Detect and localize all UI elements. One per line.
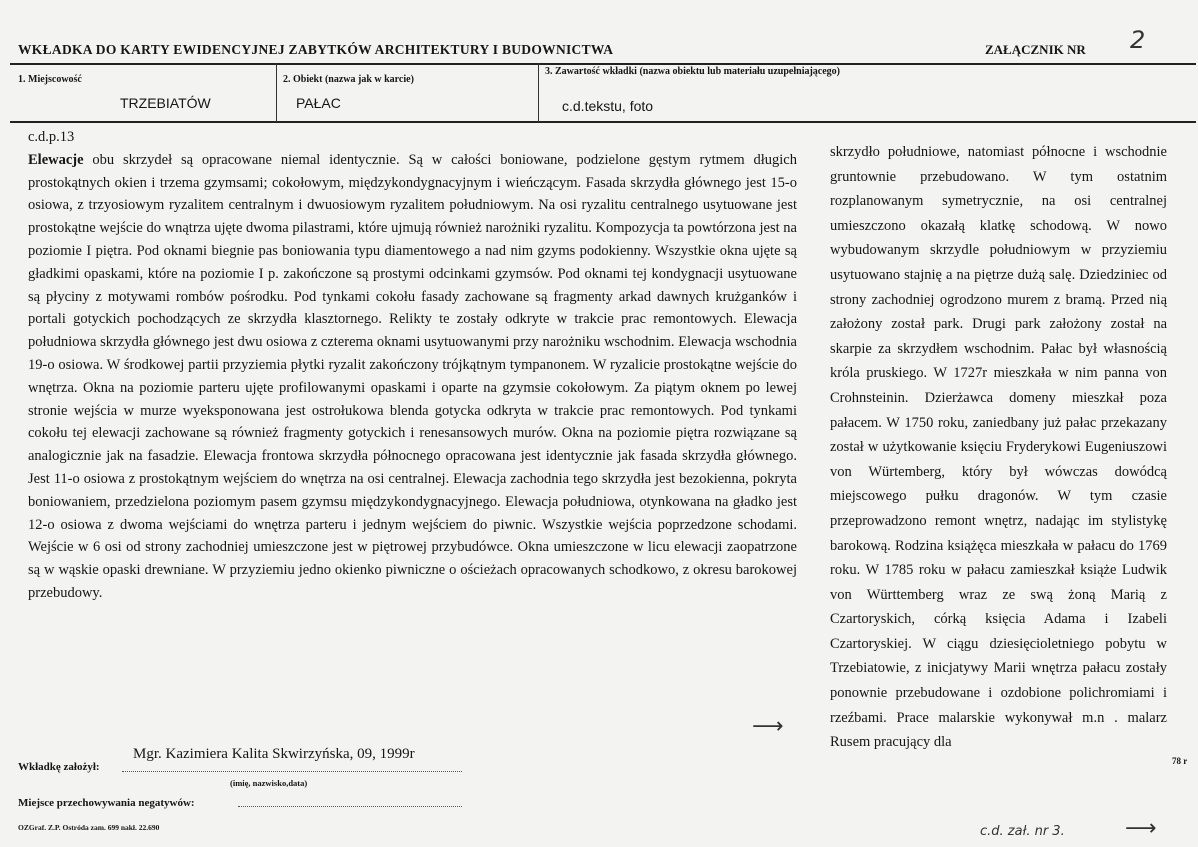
history-column (830, 140, 1167, 755)
main-description (28, 126, 797, 605)
history-text: skrzydło południowe, natomiast północne i wschodnie gruntownie przebudowano. W tym ostatnim rozplanowanym symetrycznie, na osi centralnej umieszczono okazałą klatkę schodową. W nowo wybudowanym skrzydle południowym w przyziemiu usytuowano stajnię a na piętrze dużą salę. Dziedziniec od strony zachodniej ogrodzono murem z bramą. Przed nią założony został park. Drugi park założony został na skarpie za skrzydłem wschodnim. Pałac był własnością króla pruskiego. W 1727r mieszkała w nim panna von Crohnsteinin. Dzierżawca domeny mieszkał poza pałacem. W 1750 roku, zaniedbany już pałac przekazany został w użytkowanie księciu Fryderykowi Eugeniuszowi von Würtemberg, który był wówczas dowódcą miejscowego pułku dragonów. W tym czasie przeprowadzono remont wnętrz, nadając im stylistykę barokową. Rodzina książęca mieszkała w pałacu do 1769 roku. W 1785 roku w pałacu zamieszkał książe Ludwik von Württemberg wraz ze swą żoną Marią z Czartoryskich, córką księcia Adama i Izabeli Czartoryskiej. W ciągu dziesięcioletniego pobytu w Trzebiatowie, z inicjatywy Marii wnętrza pałacu zostały ponownie przebudowane i ozdobione polichromiami i rzeźbami. Prace malarskie wykonywał m.n . malarz Rusem pracujący dla (830, 144, 1167, 751)
negatives-line (238, 806, 462, 807)
continue-arrow-icon-2: ⟶ (1125, 816, 1157, 841)
document-title: WKŁADKA DO KARTY EWIDENCYJNEJ ZABYTKÓW ARCHITEKTURY I BUDOWNICTWA (18, 42, 614, 57)
content-label: 3. Zawartość wkładki (nazwa obiektu lub materiału uzupełniającego) (545, 66, 841, 77)
continuation-note: c.d. zał. nr 3. (980, 824, 1065, 839)
print-info: OZGraf. Z.P. Ostróda zam. 699 nakł. 22.690 (18, 823, 160, 832)
header-rule-top (10, 63, 1196, 65)
negatives-label: Miejsce przechowywania negatywów: (18, 797, 195, 809)
locality-value: TRZEBIATÓW (120, 95, 211, 111)
elevations-text: obu skrzydeł są opracowane niemal identycznie. Są w całości boniowane, podzielone gęstym rytmem długich prostokątnych okien i trzema gzymsami; cokołowym, międzykondygnacyjnym i wieńczącym. Fasada skrzydła głównego jest 15-o osiowa, z trzyosiowym ryzalitem centralnym i dwuosiowym ryzalitem południowym. Na osi ryzalitu centralnego usytuowane jest prostokątne wejście do wnątrza ujęte dwoma pilastrami, które ujmują również narożniki ryzalitu. Kompozycja ta powtórzona jest na poziomie I piętra. Pod oknami biegnie pas boniowania typu diamentowego a nad nim gzyms podokienny. Wszystkie okna ujęte są gładkimi opaskami, które na poziomie I p. zakończone są prostymi odcinkami gzymsów. Pod oknami tej kondygnacji usytuowane są płyciny z motywami rombów pośrodku. Pod tynkami cokołu fasady zachowane są fragmenty arkad dawnych krużganków i portali gotyckich pochodzących ze skrzydła klasztornego. Relikty te zostały odkryte w trakcie prac remontowych. Elewacja południowa skrzydła głównego jest dwu osiowa z czterema oknami usytuowanymi przy narożniku wschodnim. Elewacja wschodnia 19-o osiowa. W środkowej partii przyziemia płytki ryzalit zakończony trójkątnym tympanonem. W ryzalicie prostokątne wejście do wnętrza. Okna na poziomie parteru ujęte profilowanymi opaskami i oparte na gzymsie cokołowym. Za piątym oknem po lewej stronie wejścia w murze wyeksponowana jest ostrołukowa blenda gotycka odkryta w trakcie prac remontowych. Pod tynkami cokołu tej elewacji zachowane są również fragmenty gotyckich i renesansowych murów. Okna na poziomie piętra rozwiązane są analogicznie jak na fasadzie. Elewacja frontowa skrzydła północnego opracowana jest identycznie jak fasada skrzydła głównego. Jest 11-o osiowa z prostokątnym wejściem do wnętrza na osi centralnej. Elewacja zachodnia tego skrzydła jest bezokienna, pokryta boniowaniem, przedzielona poziomym pasem gzymsu międzykondygnacyjnego. Elewacja południowa, otynkowana na gładko jest 12-o osiowa z dwoma wejściami do wnętrza parteru i jednym wejściem do piwnic. Wszystkie wejścia poprzedzone schodami. Wejście w 6 osi od strony zachodniej umieszczone jest w piętrowej przybudówce. Okna umieszczone w licu elewacji zaopatrzone są w wąskie opaski drewniane. W przyziemiu jedno okienko piwniczne o ościeżach opracowanych schodkowo, z okresu barokowej przebudowy. (28, 151, 797, 601)
lead-word: Elewacje (28, 151, 84, 168)
cell-divider-1 (276, 63, 277, 122)
prepared-by-line (122, 771, 462, 772)
prepared-by-value: Mgr. Kazimiera Kalita Skwirzyńska, 09, 1999r (133, 746, 415, 762)
object-label: 2. Obiekt (nazwa jak w karcie) (283, 74, 414, 85)
elevations-paragraph (28, 149, 797, 605)
prepared-by-label: Wkładkę założył: (18, 761, 100, 773)
annex-number: 2 (1130, 26, 1146, 54)
cell-divider-2 (538, 63, 539, 122)
content-value: c.d.tekstu, foto (562, 98, 654, 114)
prepared-by-caption: (imię, nazwisko,data) (230, 778, 308, 788)
continue-arrow-icon: ⟶ (752, 714, 784, 739)
locality-label: 1. Miejscowość (18, 74, 82, 85)
continuation-ref: c.d.p.13 (28, 129, 75, 145)
header-rule-bottom (10, 121, 1196, 123)
page-number: 78 r (1172, 756, 1188, 766)
annex-label: ZAŁĄCZNIK NR (985, 42, 1086, 57)
object-value: PAŁAC (296, 95, 341, 111)
